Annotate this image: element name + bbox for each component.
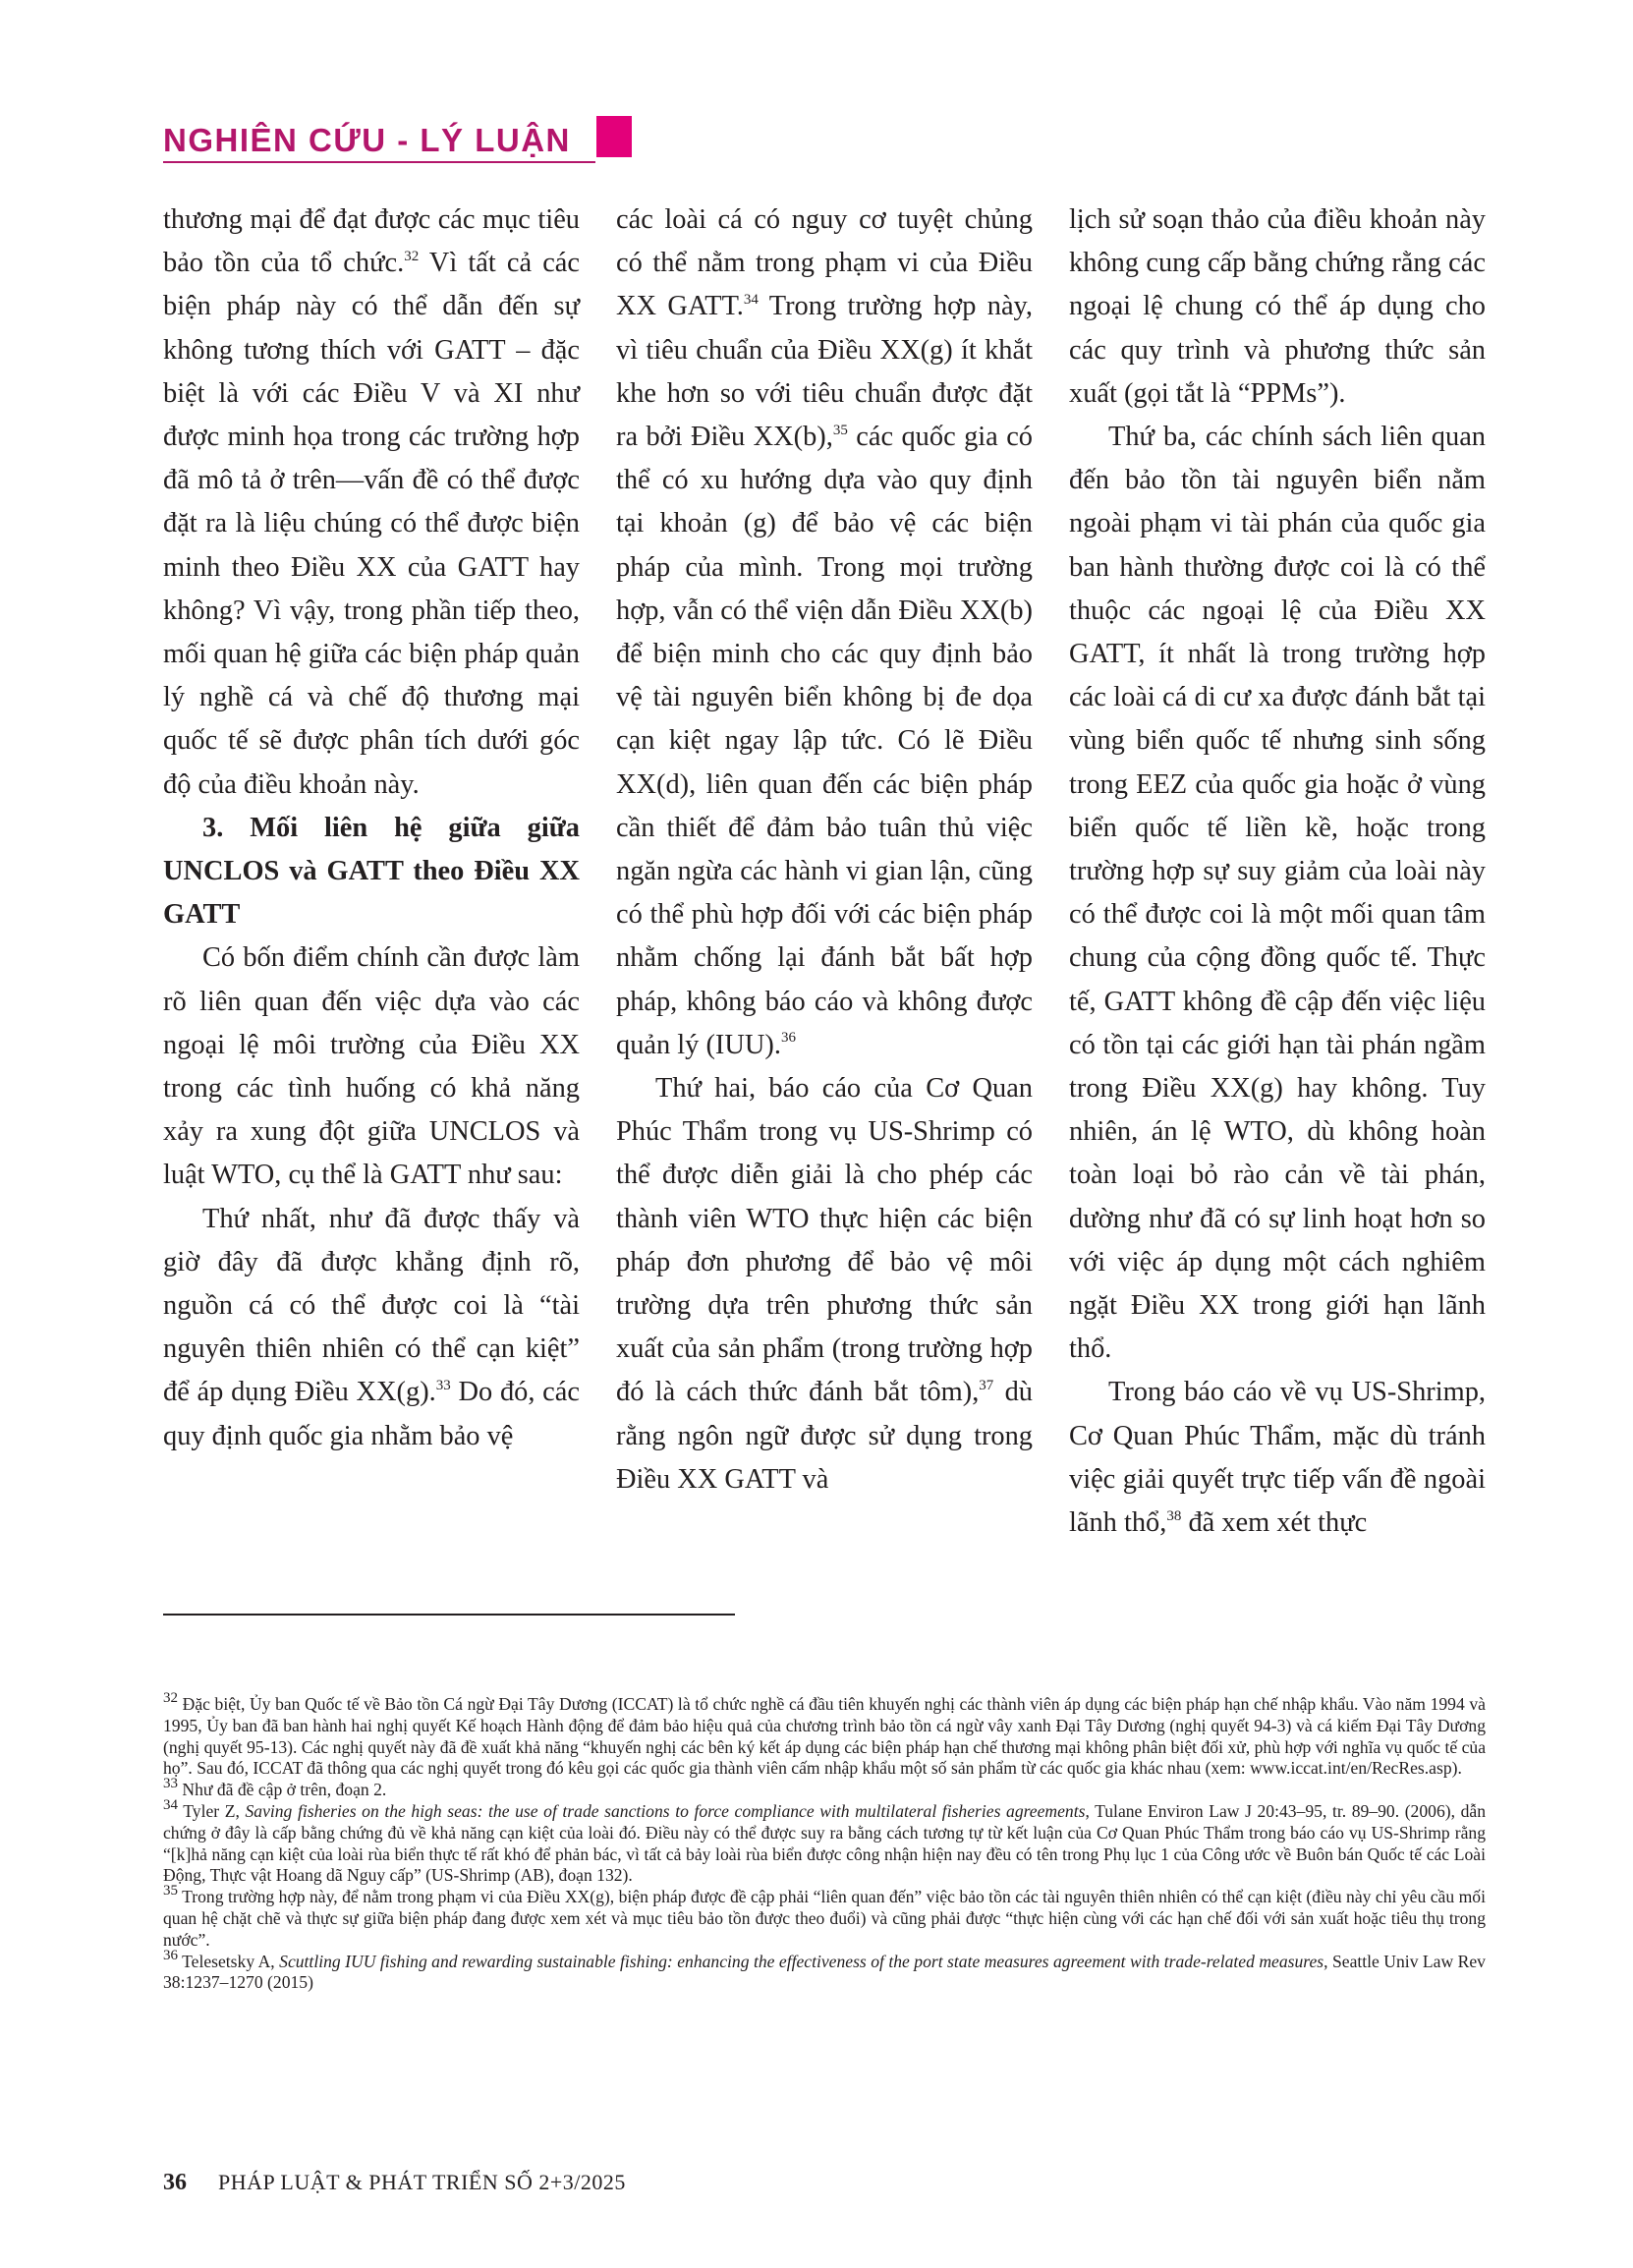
footnote-34: $^{34}$ Tyler Z, Saving fisheries on the high seas: the use of trade sanctions to force compliance with multilateral fisheries agreements, Tulane Environ Law J 20:43–95, tr. 89–90. (2006), dẫn chứng ở đây là cấp bằng chứng đủ về khả năng cạn kiệt của loài đó. Điều này có thể được suy ra bằng cách tương tự từ kết luận của Cơ Quan Phúc Thẩm trong báo cáo vụ US-Shrimp rằng “[k]hả năng cạn kiệt của loài rùa biển thực tế rất khó để phản bác, vì tất cả bảy loài rùa biển được công nhận hiện nay đều có tên trong Phụ lục 1 của Công ước về Buôn bán Quốc tế các Loài Động, Thực vật Hoang dã Nguy cấp” (US-Shrimp (AB), đoạn 132). xyxy=(163,1797,1486,1886)
text-column-3 xyxy=(1069,198,1486,1545)
footnote-ref: 35 xyxy=(832,422,848,438)
paragraph: Thứ ba, các chính sách liên quan đến bảo tồn tài nguyên biển nằm ngoài phạm vi tài phán của quốc gia ban hành thường được coi là có thể thuộc các ngoại lệ của Điều XX GATT, ít nhất là trong trường hợp các loài cá di cư xa được đánh bắt tại vùng biển quốc tế nhưng sinh sống trong EEZ của quốc gia hoặc ở vùng biển quốc tế liền kề, hoặc trong trường hợp sự suy giảm của loài này có thể được coi là một mối quan tâm chung của cộng đồng quốc tế. Thực tế, GATT không đề cập đến việc liệu có tồn tại các giới hạn tài phán ngầm trong Điều XX(g) hay không. Tuy nhiên, án lệ WTO, dù không hoàn toàn loại bỏ rào cản về tài phán, dường như đã có sự linh hoạt hơn so với việc áp dụng một cách nghiêm ngặt Điều XX trong giới hạn lãnh thổ. xyxy=(1069,422,1486,1365)
page-number: 36 xyxy=(163,2170,187,2195)
paragraph: Có bốn điểm chính cần được làm rõ liên quan đến việc dựa vào các ngoại lệ môi trường của Điều XX trong các tình huống có khả năng xảy ra xung đột giữa UNCLOS và luật WTO, cụ thể là GATT như sau: xyxy=(163,942,580,1191)
footnote-ref: 38 xyxy=(1166,1507,1182,1524)
header-accent-block xyxy=(596,116,632,157)
section-label: NGHIÊN CỨU - LÝ LUẬN xyxy=(163,122,571,158)
footnote-ref: 33 xyxy=(435,1378,451,1394)
page-footer xyxy=(163,2170,626,2196)
footnote-35: $^{35}$ Trong trường hợp này, để nằm trong phạm vi của Điều XX(g), biện pháp được đề cập phải “liên quan đến” việc bảo tồn các tài nguyên thiên nhiên có thể cạn kiệt (điều này chỉ yêu cầu mối quan hệ chặt chẽ và thực sự giữa biện pháp đang được xem xét và mục tiêu bảo tồn được theo đuổi) và cũng phải được “thực hiện cùng với các hạn chế đối với sản xuất hoặc tiêu thụ trong nước”. xyxy=(163,1883,1486,1950)
journal-name: PHÁP LUẬT & PHÁT TRIỂN SỐ 2+3/2025 xyxy=(218,2170,626,2194)
text-column-2 xyxy=(616,198,1033,1502)
footnote-36: $^{36}$ Telesetsky A, Scuttling IUU fishing and rewarding sustainable fishing: enhancing the effectiveness of the port state measures agreement with trade-related measures, Seattle Univ Law Rev 38:1237–1270 (2015) xyxy=(163,1947,1486,1993)
paragraph: lịch sử soạn thảo của điều khoản này không cung cấp bằng chứng rằng các ngoại lệ chung có thể áp dụng cho các quy trình và phương thức sản xuất (gọi tắt là “PPMs”). xyxy=(1069,204,1486,409)
footnote-ref: 32 xyxy=(404,248,420,264)
paragraph: Thứ nhất, như đã được thấy và giờ đây đã được khẳng định rõ, nguồn cá có thể được coi là “tài nguyên thiên nhiên có thể cạn kiệt” để áp dụng Điều XX(g).$^{33}$ Do đó, các quy định quốc gia nhằm bảo vệ xyxy=(163,1203,580,1451)
footnote-divider xyxy=(163,1614,735,1616)
footnote-ref: 34 xyxy=(743,291,759,308)
paragraph: thương mại để đạt được các mục tiêu bảo tồn của tổ chức.$^{32}$ Vì tất cả các biện pháp này có thể dẫn đến sự không tương thích với GATT – đặc biệt là với các Điều V và XI như được minh họa trong các trường hợp đã mô tả ở trên—vấn đề có thể được đặt ra là liệu chúng có thể được biện minh theo Điều XX của GATT hay không? Vì vậy, trong phần tiếp theo, mối quan hệ giữa các biện pháp quản lý nghề cá và chế độ thương mại quốc tế sẽ được phân tích dưới góc độ của điều khoản này. xyxy=(163,204,580,800)
paragraph: các loài cá có nguy cơ tuyệt chủng có thể nằm trong phạm vi của Điều XX GATT.$^{34}$ Trong trường hợp này, vì tiêu chuẩn của Điều XX(g) ít khắt khe hơn so với tiêu chuẩn được đặt ra bởi Điều XX(b),$^{35}$ các quốc gia có thể có xu hướng dựa vào quy định tại khoản (g) để bảo vệ các biện pháp của mình. Trong mọi trường hợp, vẫn có thể viện dẫn Điều XX(b) để biện minh cho các quy định bảo vệ tài nguyên biển không bị đe dọa cạn kiệt ngay lập tức. Có lẽ Điều XX(d), liên quan đến các biện pháp cần thiết để đảm bảo tuân thủ việc ngăn ngừa các hành vi gian lận, cũng có thể phù hợp đối với các biện pháp nhằm chống lại đánh bắt bất hợp pháp, không báo cáo và không được quản lý (IUU).$^{36}$ xyxy=(616,204,1034,1060)
footnote-ref: 36 xyxy=(780,1030,796,1047)
header-rule xyxy=(163,161,595,163)
footnotes xyxy=(163,1690,1486,1994)
section-heading: 3. Mối liên hệ giữa giữa UNCLOS và GATT theo Điều XX GATT xyxy=(163,812,580,931)
paragraph: Thứ hai, báo cáo của Cơ Quan Phúc Thẩm trong vụ US-Shrimp có thể được diễn giải là cho phép các thành viên WTO thực hiện các biện pháp đơn phương để bảo vệ môi trường dựa trên phương thức sản xuất của sản phẩm (trong trường hợp đó là cách thức đánh bắt tôm),$^{37}$ dù rằng ngôn ngữ được sử dụng trong Điều XX GATT và xyxy=(616,1073,1033,1495)
footnote-ref: 37 xyxy=(979,1378,994,1394)
paragraph: Trong báo cáo về vụ US-Shrimp, Cơ Quan Phúc Thẩm, mặc dù tránh việc giải quyết trực tiếp vấn đề ngoài lãnh thổ,$^{38}$ đã xem xét thực xyxy=(1069,1377,1486,1539)
text-column-1 xyxy=(163,198,580,1458)
footnote-32: $^{32}$ Đặc biệt, Ủy ban Quốc tế về Bảo tồn Cá ngừ Đại Tây Dương (ICCAT) là tổ chức nghề cá đầu tiên khuyến nghị các thành viên áp dụng các biện pháp hạn chế nhập khẩu. Vào năm 1994 và 1995, Ủy ban đã ban hành hai nghị quyết Kế hoạch Hành động để đảm bảo hiệu quả của chương trình bảo tồn cá ngừ vây xanh Đại Tây Dương (nghị quyết 94-3) và cá kiếm Đại Tây Dương (nghị quyết 95-13). Các nghị quyết này đã đề xuất khả năng “khuyến nghị các bên ký kết áp dụng các biện pháp hạn chế thương mại không phân biệt đối xử, phù hợp với nghĩa vụ quốc tế của họ”. Sau đó, ICCAT đã thông qua các nghị quyết trong đó kêu gọi các quốc gia thành viên cấm nhập khẩu một số sản phẩm từ các quốc gia khác nhau (xem: www.iccat.int/en/RecRes.asp). xyxy=(163,1690,1486,1779)
footnote-33: $^{33}$ Như đã đề cập ở trên, đoạn 2. xyxy=(163,1776,387,1800)
